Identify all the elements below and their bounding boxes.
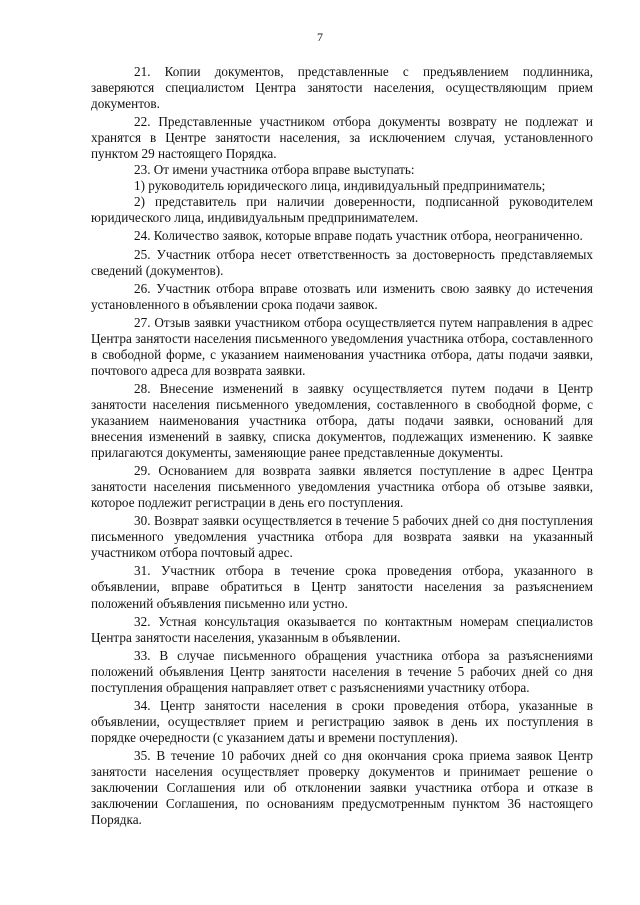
paragraph-29: 29. Основанием для возврата заявки является поступление в адрес Центра занятости населения письменного уведомления участника отбора об отзыве заявки, которое подлежит регистрации в день его поступления.	[91, 463, 593, 511]
paragraph-32: 32. Устная консультация оказывается по контактным номерам специалистов Центра занятости населения, указанным в объявлении.	[91, 613, 593, 645]
paragraph-25: 25. Участник отбора несет ответственность за достоверность представляемых сведений (документов).	[91, 246, 593, 278]
paragraph-28: 28. Внесение изменений в заявку осуществляется путем подачи в Центр занятости населения письменного уведомления, составленного в свободной форме, с указанием наименования участника отбора, даты подачи заявки, оснований для внесения изменений в заявку, списка документов, подлежащих изменению. К заявке прилагаются документы, заменяющие ранее представленные документы.	[91, 380, 593, 461]
paragraph-23: 23. От имени участника отбора вправе выступать:	[134, 162, 415, 178]
paragraph-33: 33. В случае письменного обращения участника отбора за разъяснениями положений объявления Центр занятости населения в течение 5 рабочих дней со дня поступления обращения направляет ответ с разъяснениями участнику отбора.	[91, 647, 593, 695]
paragraph-23-item-2: 2) представитель при наличии доверенности, подписанной руководителем юридического лица, индивидуальным предпринимателем.	[91, 194, 593, 226]
paragraph-22: 22. Представленные участником отбора документы возврату не подлежат и хранятся в Центре занятости населения, за исключением случая, установленного пунктом 29 настоящего Порядка.	[91, 114, 593, 162]
paragraph-35: 35. В течение 10 рабочих дней со дня окончания срока приема заявок Центр занятости населения осуществляет проверку документов и принимает решение о заключении Соглашения или об отклонении заявки участника отбора и отказе в заключении Соглашения, по основаниям предусмотренным пунктом 36 настоящего Порядка.	[91, 747, 593, 828]
paragraph-31: 31. Участник отбора в течение срока проведения отбора, указанного в объявлении, вправе обратиться в Центр занятости населения за разъяснением положений объявления письменно или устно.	[91, 563, 593, 611]
paragraph-34: 34. Центр занятости населения в сроки проведения отбора, указанные в объявлении, осуществляет прием и регистрацию заявок в день их поступления в порядке очередности (с указанием даты и времени поступления).	[91, 697, 593, 745]
document-body	[91, 64, 593, 828]
paragraph-21: 21. Копии документов, представленные с предъявлением подлинника, заверяются специалистом Центра занятости населения, осуществляющим прием документов.	[91, 64, 593, 112]
paragraph-23-item-1: 1) руководитель юридического лица, индивидуальный предприниматель;	[134, 178, 546, 194]
page-number: 7	[317, 30, 323, 44]
paragraph-26: 26. Участник отбора вправе отозвать или изменить свою заявку до истечения установленного в объявлении срока подачи заявок.	[91, 280, 593, 312]
paragraph-27: 27. Отзыв заявки участником отбора осуществляется путем направления в адрес Центра занятости населения письменного уведомления участника отбора, составленного в свободной форме, с указанием наименования участника отбора, даты подачи заявки, почтового адреса для возврата заявки.	[91, 314, 593, 378]
paragraph-24: 24. Количество заявок, которые вправе подать участник отбора, неограниченно.	[134, 228, 583, 244]
paragraph-30: 30. Возврат заявки осуществляется в течение 5 рабочих дней со дня поступления письменного уведомления участника отбора для возврата заявки на указанный участником отбора почтовый адрес.	[91, 513, 593, 561]
